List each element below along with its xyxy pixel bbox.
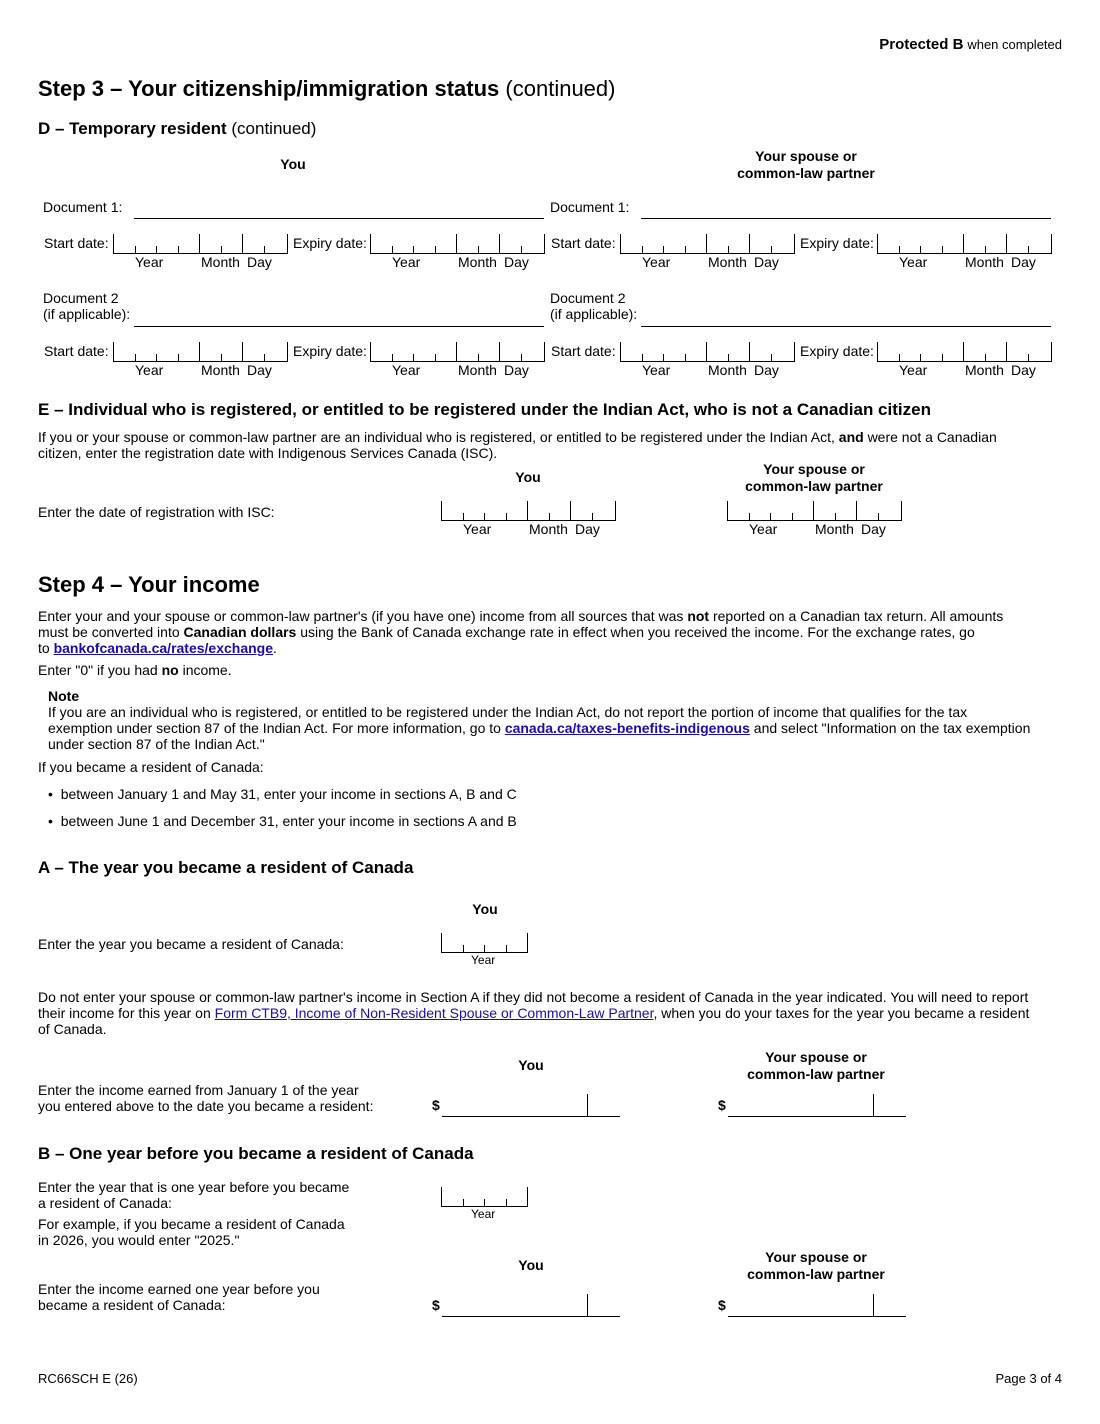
income-a-spouse[interactable]: [728, 1094, 906, 1117]
isc-date-spouse[interactable]: [727, 501, 902, 521]
section-e-intro: If you or your spouse or common-law partner are an individual who is registered, or entitled to be registered under the Indian Act, and were not a Canadian citizen, enter the registration date with Indigenous Services Canada (ISC).: [38, 429, 997, 461]
date-tick: [114, 354, 265, 361]
expiry-date-you-doc1[interactable]: [370, 234, 545, 254]
year-caption: Year: [463, 521, 492, 537]
year-caption: Year: [392, 362, 421, 378]
date-tick: [442, 1199, 507, 1206]
section-b-title: B – One year before you became a resident of Canada: [38, 1144, 474, 1163]
cents-divider: [587, 1294, 588, 1316]
year-caption: Year: [642, 362, 671, 378]
start-date-spouse-doc1[interactable]: [620, 234, 795, 254]
expiry-date-label: Expiry date:: [293, 235, 367, 251]
date-tick: [878, 354, 1029, 361]
isc-date-you[interactable]: [441, 501, 616, 521]
dollar-sign: $: [432, 1097, 440, 1113]
year-caption: Year: [471, 1207, 496, 1221]
month-caption: Month: [458, 362, 497, 378]
year-caption: Year: [642, 254, 671, 270]
b-col-spouse-header: Your spouse or common-law partner: [747, 1249, 885, 1282]
start-date-spouse-doc2[interactable]: [620, 342, 795, 362]
section-b-example: For example, if you became a resident of Canada in 2026, you would enter "2025.": [38, 1216, 345, 1248]
document-1-field-you[interactable]: [134, 218, 544, 219]
expiry-date-you-doc2[interactable]: [370, 342, 545, 362]
document-2-field-spouse[interactable]: [641, 326, 1051, 327]
income-b-you[interactable]: [442, 1294, 620, 1317]
month-caption: Month: [458, 254, 497, 270]
start-date-you-doc1[interactable]: [113, 234, 288, 254]
cents-divider: [873, 1294, 874, 1316]
date-tick: [371, 354, 522, 361]
income-b-spouse[interactable]: [728, 1294, 906, 1317]
section-a-do-not-text: Do not enter your spouse or common-law partner's income in Section A if they did not become a resident of Canada in the year indicated. You will need to report their income for this year on Form CTB9, Income of Non-Resident Spouse or Common-Law Partner, when you do your taxes for the year you became a resident of Canada.: [38, 989, 1030, 1037]
isc-date-label: Enter the date of registration with ISC:: [38, 504, 275, 520]
day-caption: Day: [504, 254, 529, 270]
expiry-date-label: Expiry date:: [800, 235, 874, 251]
start-date-label: Start date:: [44, 235, 109, 251]
step4-title: Step 4 – Your income: [38, 572, 260, 597]
income-b-label: Enter the income earned one year before you became a resident of Canada:: [38, 1281, 320, 1313]
start-date-label: Start date:: [44, 343, 109, 359]
when-completed-text: when completed: [967, 37, 1062, 52]
start-date-label: Start date:: [551, 235, 616, 251]
expiry-date-label: Expiry date:: [800, 343, 874, 359]
section-d-title: D – Temporary resident (continued): [38, 119, 317, 138]
month-caption: Month: [815, 521, 854, 537]
start-date-you-doc2[interactable]: [113, 342, 288, 362]
date-tick: [114, 246, 265, 253]
day-caption: Day: [504, 362, 529, 378]
document-1-label: Document 1:: [550, 199, 630, 215]
year-caption: Year: [471, 953, 496, 967]
day-caption: Day: [247, 362, 272, 378]
page-number: Page 3 of 4: [995, 1371, 1062, 1386]
month-caption: Month: [201, 362, 240, 378]
b-col-you-header: You: [518, 1257, 544, 1273]
col-spouse-header: Your spouse or common-law partner: [737, 148, 875, 181]
step3-title: Step 3 – Your citizenship/immigration status (continued): [38, 76, 616, 101]
date-tick: [878, 246, 1029, 253]
date-tick: [371, 246, 522, 253]
dollar-sign: $: [718, 1097, 726, 1113]
expiry-date-label: Expiry date:: [293, 343, 367, 359]
year-caption: Year: [135, 362, 164, 378]
income-a-label: Enter the income earned from January 1 of the year you entered above to the date you became a resident:: [38, 1082, 374, 1114]
month-caption: Month: [708, 254, 747, 270]
start-date-label: Start date:: [551, 343, 616, 359]
step4-intro: Enter your and your spouse or common-law partner's (if you have one) income from all sources that was not reported on a Canadian tax return. All amounts must be converted into Canadian dollars using the Bank of Canada exchange rate in effect when you received the income. For the exchange rates, go to bankofcanada.ca/rates/exchange.: [38, 608, 1004, 656]
became-resident-text: If you became a resident of Canada:: [38, 759, 264, 775]
note-block: Note If you are an individual who is registered, or entitled to be registered under the Indian Act, do not report the portion of income that qualifies for the tax exemption under section 87 of the Indian Act. For more information, go to canada.ca/taxes-benefits-indigenous and select "Information on the tax exemption under section 87 of the Indian Act.": [48, 688, 1031, 752]
a-col-you-header: You: [472, 901, 498, 917]
e-col-spouse-header: Your spouse or common-law partner: [745, 461, 883, 494]
day-caption: Day: [575, 521, 600, 537]
year-caption: Year: [392, 254, 421, 270]
section-e-title: E – Individual who is registered, or entitled to be registered under the Indian Act, who is not a Canadian citizen: [38, 400, 931, 419]
document-1-label: Document 1:: [43, 199, 123, 215]
document-2-label: Document 2 (if applicable):: [550, 290, 638, 322]
date-tick: [621, 354, 772, 361]
enter-year-label: Enter the year you became a resident of Canada:: [38, 936, 344, 952]
year-before-input[interactable]: [441, 1187, 528, 1207]
date-tick: [621, 246, 772, 253]
day-caption: Day: [754, 362, 779, 378]
day-caption: Day: [861, 521, 886, 537]
year-caption: Year: [749, 521, 778, 537]
month-caption: Month: [965, 362, 1004, 378]
section-a-title: A – The year you became a resident of Canada: [38, 858, 414, 877]
ctb9-form-link[interactable]: Form CTB9, Income of Non-Resident Spouse or Common-Law Partner: [214, 1005, 654, 1021]
date-tick: [728, 513, 879, 520]
day-caption: Day: [1011, 362, 1036, 378]
month-caption: Month: [708, 362, 747, 378]
bankofcanada-link[interactable]: bankofcanada.ca/rates/exchange: [53, 640, 274, 656]
year-caption: Year: [135, 254, 164, 270]
year-caption: Year: [899, 254, 928, 270]
bullet-item-1: • between January 1 and May 31, enter your income in sections A, B and C: [48, 786, 517, 802]
protected-text: Protected B: [879, 36, 964, 53]
dollar-sign: $: [718, 1297, 726, 1313]
date-tick: [442, 945, 507, 952]
expiry-date-spouse-doc1[interactable]: [877, 234, 1052, 254]
dollar-sign: $: [432, 1297, 440, 1313]
expiry-date-spouse-doc2[interactable]: [877, 342, 1052, 362]
a2-col-you-header: You: [518, 1057, 544, 1073]
resident-year-input[interactable]: [441, 933, 528, 953]
year-caption: Year: [899, 362, 928, 378]
income-a-you[interactable]: [442, 1094, 620, 1117]
day-caption: Day: [1011, 254, 1036, 270]
cents-divider: [587, 1094, 588, 1116]
document-2-field-you[interactable]: [134, 326, 544, 327]
bullet-item-2: • between June 1 and December 31, enter your income in sections A and B: [48, 813, 517, 829]
e-col-you-header: You: [515, 469, 541, 485]
enter-zero-text: Enter "0" if you had no income.: [38, 662, 232, 678]
cents-divider: [873, 1094, 874, 1116]
month-caption: Month: [529, 521, 568, 537]
section-b-year-label: Enter the year that is one year before you became a resident of Canada:: [38, 1179, 350, 1211]
document-2-label: Document 2 (if applicable):: [43, 290, 131, 322]
month-caption: Month: [201, 254, 240, 270]
document-1-field-spouse[interactable]: [641, 218, 1051, 219]
date-tick: [442, 513, 593, 520]
month-caption: Month: [965, 254, 1004, 270]
form-id: RC66SCH E (26): [38, 1371, 138, 1386]
day-caption: Day: [247, 254, 272, 270]
indigenous-link[interactable]: canada.ca/taxes-benefits-indigenous: [504, 720, 750, 736]
a2-col-spouse-header: Your spouse or common-law partner: [747, 1049, 885, 1082]
protected-b-label: [879, 36, 1062, 53]
day-caption: Day: [754, 254, 779, 270]
col-you-header: You: [280, 156, 306, 172]
